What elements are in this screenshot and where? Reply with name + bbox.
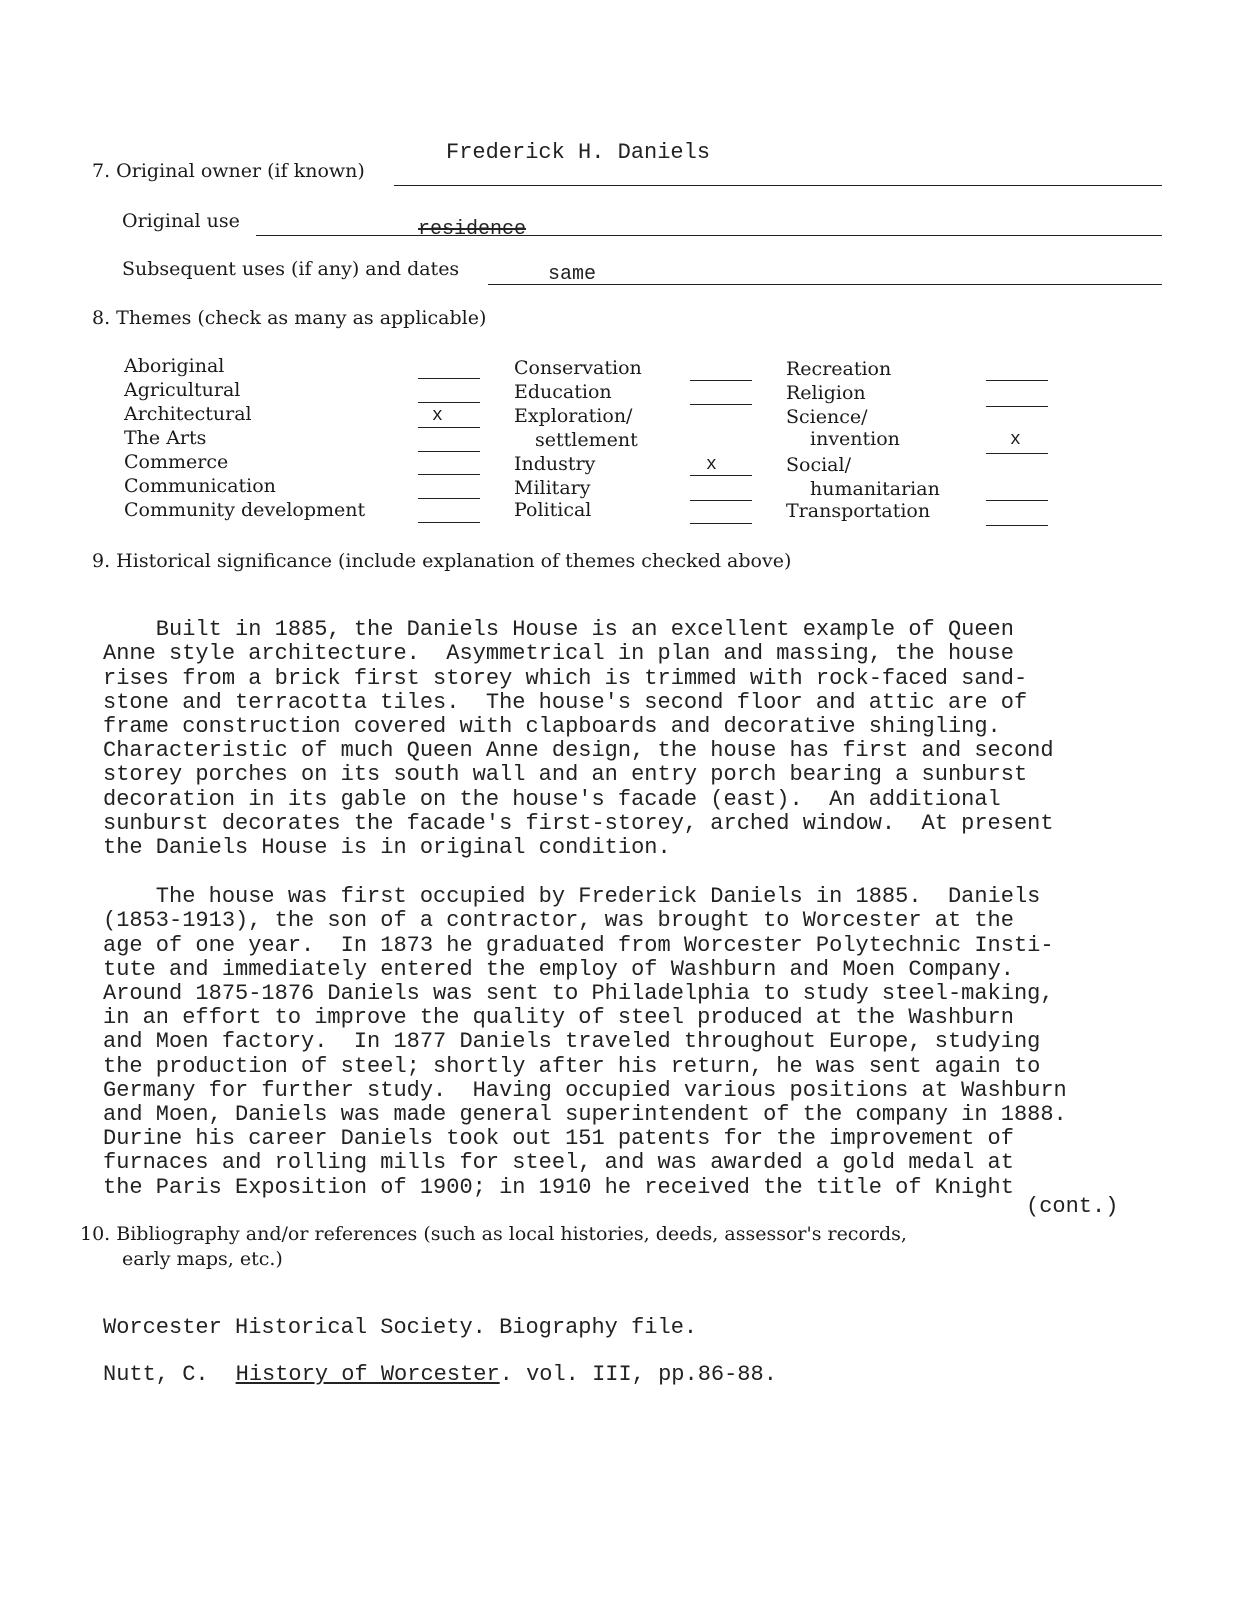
check-architectural bbox=[418, 427, 480, 428]
theme-the-arts: The Arts bbox=[124, 427, 207, 449]
original-owner-label: 7. Original owner (if known) bbox=[92, 160, 365, 182]
check-industry bbox=[690, 475, 752, 476]
theme-exploration: Exploration/ bbox=[514, 405, 633, 427]
check-recreation bbox=[986, 380, 1048, 381]
theme-social: Social/ bbox=[786, 454, 851, 476]
para1-line: storey porches on its south wall and an entry porch bearing a sunburst bbox=[103, 762, 1028, 788]
theme-recreation: Recreation bbox=[786, 358, 892, 380]
para1-line: sunburst decorates the facade's first-storey, arched window. At present bbox=[103, 810, 1054, 836]
theme-community-development: Community development bbox=[124, 499, 366, 521]
original-use-line bbox=[256, 235, 1162, 236]
check-political bbox=[690, 523, 752, 524]
check-aboriginal bbox=[418, 378, 480, 379]
para2-line: age of one year. In 1873 he graduated from Worcester Polytechnic Insti- bbox=[103, 932, 1054, 958]
subsequent-uses-label: Subsequent uses (if any) and dates bbox=[122, 258, 460, 280]
para2-line: tute and immediately entered the employ of Washburn and Moen Company. bbox=[103, 956, 1014, 982]
continued-note: (cont.) bbox=[1026, 1194, 1119, 1219]
original-owner-value: Frederick H. Daniels bbox=[446, 140, 711, 165]
check-mark-science-invention: x bbox=[1010, 430, 1021, 450]
theme-conservation: Conservation bbox=[514, 357, 642, 379]
bibliography-label: 10. Bibliography and/or references (such as local histories, deeds, assessor's records, bbox=[80, 1223, 907, 1245]
theme-invention: invention bbox=[810, 428, 900, 450]
theme-communication: Communication bbox=[124, 475, 276, 497]
theme-science: Science/ bbox=[786, 406, 868, 428]
original-use-value: residence bbox=[418, 218, 527, 241]
theme-aboriginal: Aboriginal bbox=[124, 355, 225, 377]
check-the-arts bbox=[418, 451, 480, 452]
para1-line: stone and terracotta tiles. The house's second floor and attic are of bbox=[103, 689, 1028, 715]
ref2-author: Nutt, C. bbox=[103, 1362, 209, 1387]
original-owner-line bbox=[394, 185, 1162, 186]
para1-line: rises from a brick first storey which is trimmed with rock-faced sand- bbox=[103, 665, 1028, 691]
para2-line: and Moen, Daniels was made general superintendent of the company in 1888. bbox=[103, 1102, 1067, 1128]
theme-transportation: Transportation bbox=[786, 500, 931, 522]
check-conservation bbox=[690, 380, 752, 381]
subsequent-uses-value: same bbox=[548, 263, 597, 286]
bibliography-ref-1: Worcester Historical Society. Biography file. bbox=[103, 1315, 698, 1340]
original-use-label: Original use bbox=[122, 210, 240, 232]
check-community-development bbox=[418, 522, 480, 523]
check-science-invention bbox=[986, 453, 1048, 454]
ref2-rest: . vol. III, pp.86-88. bbox=[499, 1362, 777, 1387]
para2-line: Around 1875-1876 Daniels was sent to Philadelphia to study steel-making, bbox=[103, 981, 1054, 1007]
check-mark-architectural: x bbox=[432, 406, 443, 426]
ref2-title: History of Worcester bbox=[235, 1362, 500, 1387]
check-social-humanitarian bbox=[986, 500, 1048, 501]
significance-paragraph-1 bbox=[103, 594, 1054, 884]
theme-industry: Industry bbox=[514, 453, 596, 475]
para1-line: Built in 1885, the Daniels House is an excellent example of Queen bbox=[103, 617, 1014, 643]
theme-political: Political bbox=[514, 499, 592, 521]
para2-line: Durine his career Daniels took out 151 patents for the improvement of bbox=[103, 1126, 1014, 1152]
check-agricultural bbox=[418, 402, 480, 403]
para1-line: frame construction covered with clapboards and decorative shingling. bbox=[103, 714, 1001, 740]
theme-humanitarian: humanitarian bbox=[810, 478, 940, 500]
theme-education: Education bbox=[514, 381, 612, 403]
para1-line: decoration in its gable on the house's facade (east). An additional bbox=[103, 786, 1001, 812]
themes-label: 8. Themes (check as many as applicable) bbox=[92, 307, 487, 329]
check-religion bbox=[986, 406, 1048, 407]
theme-religion: Religion bbox=[786, 382, 866, 404]
para2-line: Germany for further study. Having occupied various positions at Washburn bbox=[103, 1077, 1067, 1103]
historical-significance-label: 9. Historical significance (include explanation of themes checked above) bbox=[92, 550, 792, 572]
para2-line: in an effort to improve the quality of steel produced at the Washburn bbox=[103, 1005, 1014, 1031]
theme-commerce: Commerce bbox=[124, 451, 229, 473]
check-transportation bbox=[986, 525, 1048, 526]
check-military bbox=[690, 500, 752, 501]
bibliography-label-2: early maps, etc.) bbox=[122, 1248, 283, 1270]
check-communication bbox=[418, 498, 480, 499]
bibliography-ref-2 bbox=[103, 1362, 777, 1387]
check-mark-industry: x bbox=[706, 455, 717, 475]
theme-settlement: settlement bbox=[535, 429, 638, 451]
para2-line: furnaces and rolling mills for steel, and was awarded a gold medal at bbox=[103, 1150, 1014, 1176]
para2-line: (1853-1913), the son of a contractor, was brought to Worcester at the bbox=[103, 908, 1014, 934]
theme-architectural: Architectural bbox=[124, 403, 252, 425]
check-education bbox=[690, 404, 752, 405]
para1-line: Characteristic of much Queen Anne design, the house has first and second bbox=[103, 738, 1054, 764]
para1-line: Anne style architecture. Asymmetrical in plan and massing, the house bbox=[103, 641, 1014, 667]
para2-line: the Paris Exposition of 1900; in 1910 he received the title of Knight bbox=[103, 1174, 1014, 1200]
subsequent-uses-line bbox=[488, 284, 1162, 285]
para2-line: the production of steel; shortly after his return, he was sent again to bbox=[103, 1053, 1041, 1079]
para2-line: and Moen factory. In 1877 Daniels traveled throughout Europe, studying bbox=[103, 1029, 1041, 1055]
significance-paragraph-2 bbox=[103, 861, 1067, 1224]
theme-agricultural: Agricultural bbox=[124, 379, 241, 401]
check-commerce bbox=[418, 474, 480, 475]
para1-line: the Daniels House is in original condition. bbox=[103, 835, 671, 861]
theme-military: Military bbox=[514, 477, 591, 499]
para2-line: The house was first occupied by Frederick Daniels in 1885. Daniels bbox=[103, 884, 1041, 910]
